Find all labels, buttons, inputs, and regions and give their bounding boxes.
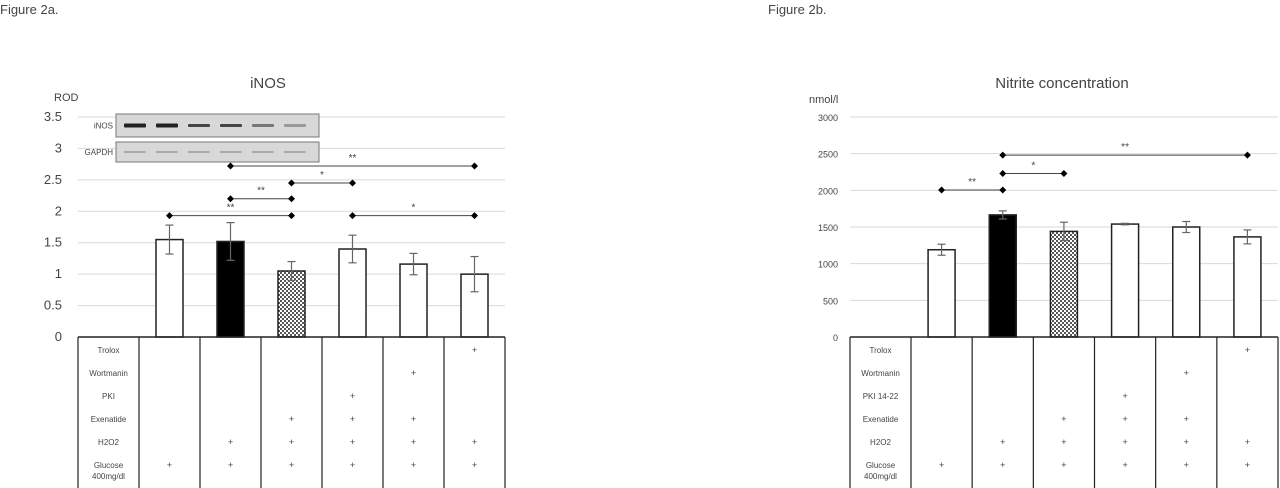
blot-row-label: GAPDH [84,148,113,157]
blot-band [156,124,178,128]
bar [1234,237,1261,337]
treatment-label: Exenatide [862,415,899,424]
y-tick-label: 3 [54,140,62,156]
y-tick-label: 2500 [817,149,838,160]
treatment-label: Trolox [869,346,892,355]
significance-label: ** [257,185,265,197]
bar [1173,227,1200,337]
y-tick-label: 0 [832,333,838,343]
y-axis-label: ROD [54,92,79,104]
treatment-mark: + [1122,460,1128,470]
y-axis-label: nmol/l [809,94,839,106]
blot-band [252,151,274,153]
treatment-mark: + [410,414,417,424]
y-tick-label: 1500 [817,223,838,233]
significance-label: * [320,170,324,181]
treatment-mark: + [227,437,234,447]
treatment-mark: + [410,437,417,447]
bar [989,215,1016,337]
significance-label: * [411,202,416,214]
treatment-label: H2O2 [98,438,119,447]
treatment-mark: + [349,460,356,470]
treatment-label: Wortmanin [89,369,128,378]
blot-band [188,124,210,127]
y-tick-label: 1.5 [43,234,62,250]
treatment-label: Glucose [93,461,124,470]
significance-diamond-marker [471,163,478,170]
inos-chart [44,75,505,488]
treatment-label: PKI 14-22 [862,392,899,401]
treatment-label: Glucose [865,461,896,470]
significance-label: ** [226,202,235,214]
treatment-label: Exenatide [90,415,127,424]
treatment-mark: + [349,437,356,447]
treatment-mark: + [1183,460,1189,470]
treatment-mark: + [1061,437,1067,447]
y-tick-label: 3.5 [43,109,62,124]
significance-label: * [1031,160,1036,172]
figure-2b-label: Figure 2b. [768,2,827,17]
treatment-label: Trolox [97,346,120,355]
treatment-mark: + [471,345,478,355]
treatment-mark: + [166,460,173,470]
treatment-label: 400mg/dl [864,472,897,481]
significance-diamond-marker [227,163,234,170]
bar [1050,231,1077,337]
blot-row-label: iNOS [93,121,113,131]
bar [1112,224,1139,337]
nitrite-chart [809,75,1278,488]
treatment-mark: + [1000,437,1006,447]
treatment-mark: + [1122,437,1128,447]
treatment-mark: + [1244,460,1251,470]
blot-band [252,124,274,127]
y-tick-label: 0 [54,329,62,344]
significance-diamond-marker [288,195,295,202]
chart-title: iNOS [250,75,286,92]
significance-diamond-marker [288,212,295,219]
treatment-mark: + [1122,391,1128,401]
treatment-mark: + [1122,414,1128,424]
treatment-mark: + [1244,345,1251,355]
treatment-mark: + [410,368,417,378]
treatment-mark: + [471,437,478,447]
blot-band [188,151,210,153]
blot-band [284,151,306,153]
treatment-mark: + [1183,414,1189,424]
treatment-label: 400mg/dl [92,472,125,481]
treatment-mark: + [1244,437,1251,447]
significance-label: ** [968,176,977,188]
significance-diamond-marker [227,195,234,202]
significance-diamond-marker [288,180,295,187]
significance-diamond-marker [999,152,1006,159]
treatment-label: H2O2 [870,438,891,447]
significance-diamond-marker [349,180,356,187]
y-tick-label: 0.5 [43,297,62,313]
treatment-mark: + [1000,460,1006,470]
treatment-mark: + [227,460,234,470]
blot-band [220,151,242,153]
significance-diamond-marker [1060,170,1067,177]
bar [928,250,955,337]
treatment-mark: + [410,460,417,470]
treatment-mark: + [1061,460,1067,470]
y-tick-label: 2000 [817,186,838,197]
blot-band [156,151,178,153]
treatment-mark: + [288,414,295,424]
treatment-mark: + [349,391,356,401]
y-tick-label: 3000 [817,113,838,123]
y-tick-label: 1000 [817,259,838,270]
treatment-mark: + [288,437,295,447]
treatment-mark: + [288,460,295,470]
blot-band [124,124,146,128]
treatment-mark: + [938,460,945,470]
blot-band [124,151,146,153]
treatment-mark: + [1183,437,1189,447]
significance-label: ** [348,153,357,165]
treatment-mark: + [1061,414,1067,424]
treatment-label: Wortmanin [861,369,900,378]
significance-diamond-marker [349,212,356,219]
significance-diamond-marker [938,186,945,193]
y-tick-label: 500 [822,296,838,307]
chart-title: Nitrite concentration [995,75,1129,92]
y-tick-label: 1 [54,266,62,282]
treatment-mark: + [349,414,356,424]
y-tick-label: 2.5 [43,171,62,187]
significance-diamond-marker [166,212,173,219]
treatment-mark: + [1183,368,1189,378]
figure-2a-label: Figure 2a. [0,2,59,17]
treatment-label: PKI [102,392,115,401]
significance-diamond-marker [471,212,478,219]
significance-label: ** [1121,142,1129,154]
significance-diamond-marker [999,186,1006,193]
blot-band [220,124,242,127]
treatment-mark: + [471,460,478,470]
y-tick-label: 2 [54,203,62,219]
significance-diamond-marker [999,170,1006,177]
significance-diamond-marker [1244,152,1251,159]
blot-band [284,124,306,127]
